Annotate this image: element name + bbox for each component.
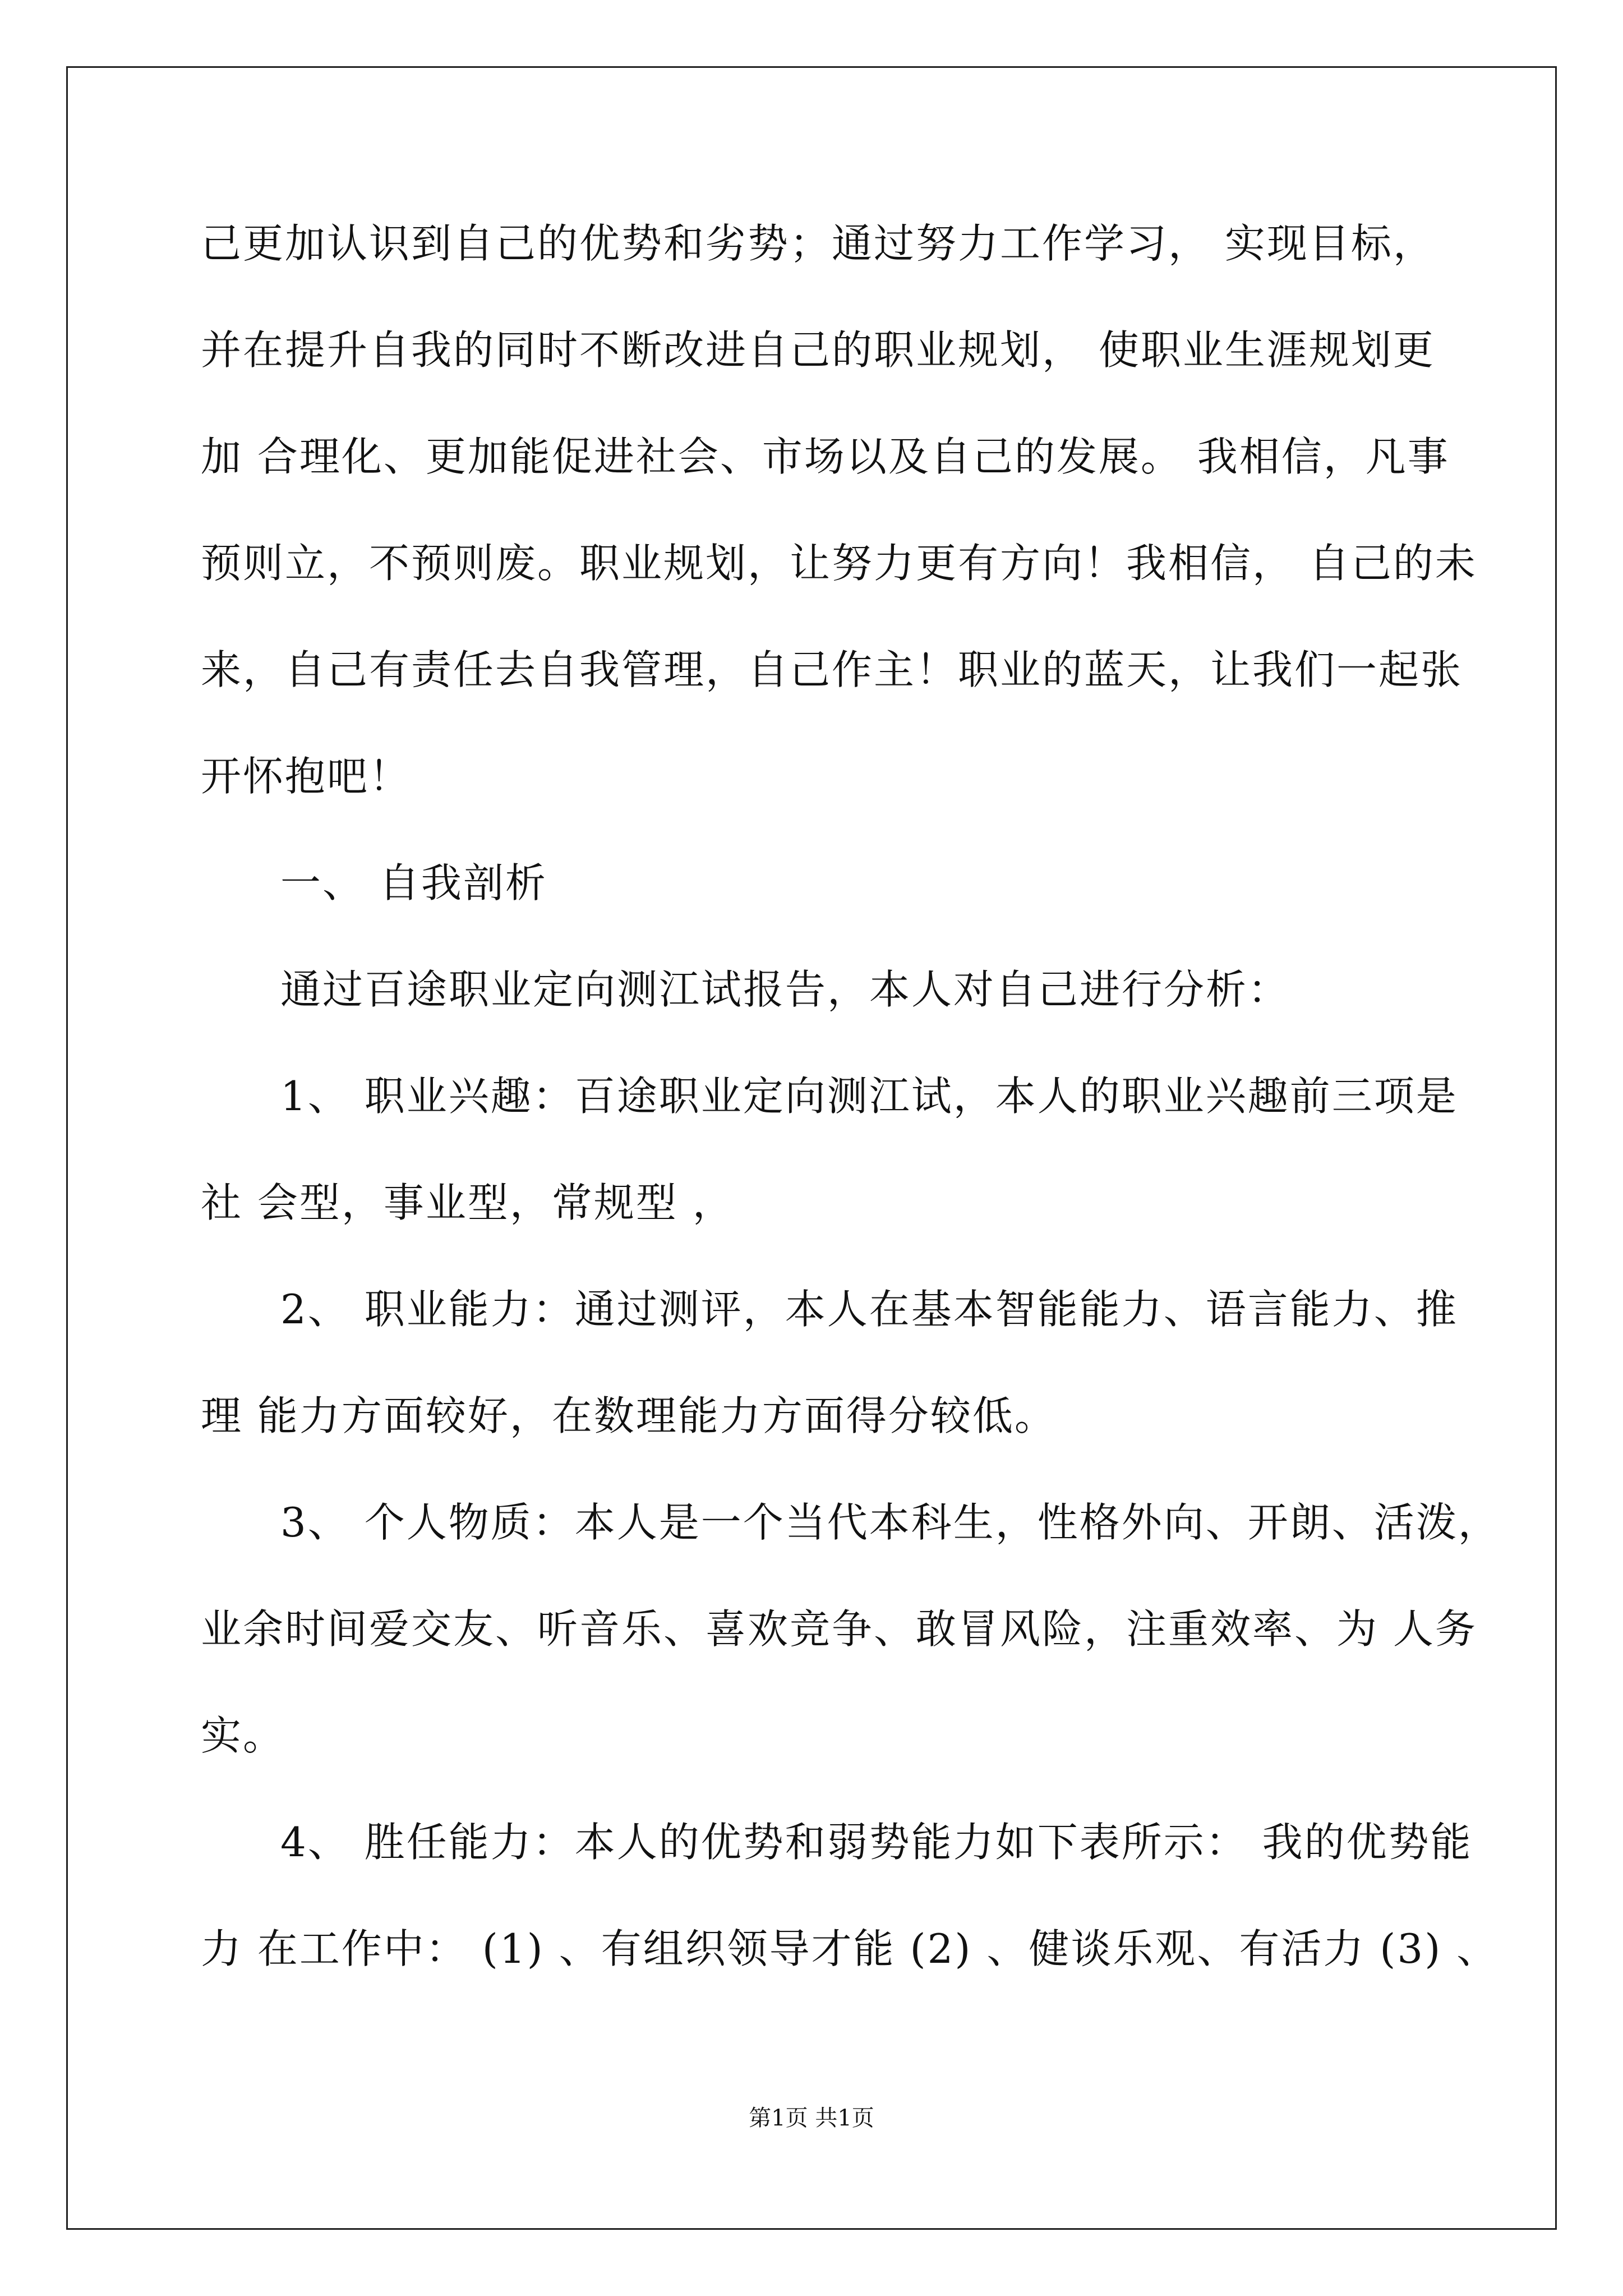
list-item-line: 2、 职业能力：通过测评，本人在基本智能能力、语言能力、推 (280, 1286, 1458, 1333)
list-item-line: 1、 职业兴趣：百途职业定向测江试，本人的职业兴趣前三项是 (280, 1073, 1458, 1120)
body-text-line: 并在提升自我的同时不断改进自己的职业规划， 使职业生涯规划更 (201, 326, 1435, 374)
body-text-line: 通过百途职业定向测江试报告，本人对自己进行分析： (280, 966, 1290, 1013)
body-text-line: 社 会型，事业型，常规型 ， (201, 1179, 735, 1226)
body-text-line: 加 合理化、更加能促进社会、市场以及自己的发展。 我相信，凡事 (201, 433, 1450, 480)
section-heading: 一、 自我剖析 (280, 859, 547, 907)
body-text-line: 开怀抱吧！ (201, 753, 412, 800)
page-number-footer: 第1页 共1页 (749, 2105, 874, 2131)
body-text-line: 实。 (201, 1712, 285, 1759)
list-item-line: 3、 个人物质：本人是一个当代本科生，性格外向、开朗、活泼， (280, 1499, 1500, 1546)
list-item-line: 4、 胜任能力：本人的优势和弱势能力如下表所示： 我的优势能 (280, 1819, 1473, 1866)
body-text-line: 理 能力方面较好，在数理能力方面得分较低。 (201, 1392, 1057, 1439)
body-text-line: 来，自己有责任去自我管理，自己作主！职业的蓝天，让我们一起张 (201, 646, 1463, 693)
body-text-line: 力 在工作中： (1) 、有组织领导才能 (2) 、健谈乐观、有活力 (3) 、 (201, 1925, 1499, 1972)
page-border (66, 66, 1557, 2230)
body-text-line: 业余时间爱交友、听音乐、喜欢竞争、敢冒风险，注重效率、为 人务 (201, 1605, 1477, 1653)
body-text-line: 预则立，不预则废。职业规划，让努力更有方向！我相信， 自己的未 (201, 540, 1477, 587)
body-text-line: 己更加认识到自己的优势和劣势；通过努力工作学习， 实现目标， (201, 220, 1435, 267)
